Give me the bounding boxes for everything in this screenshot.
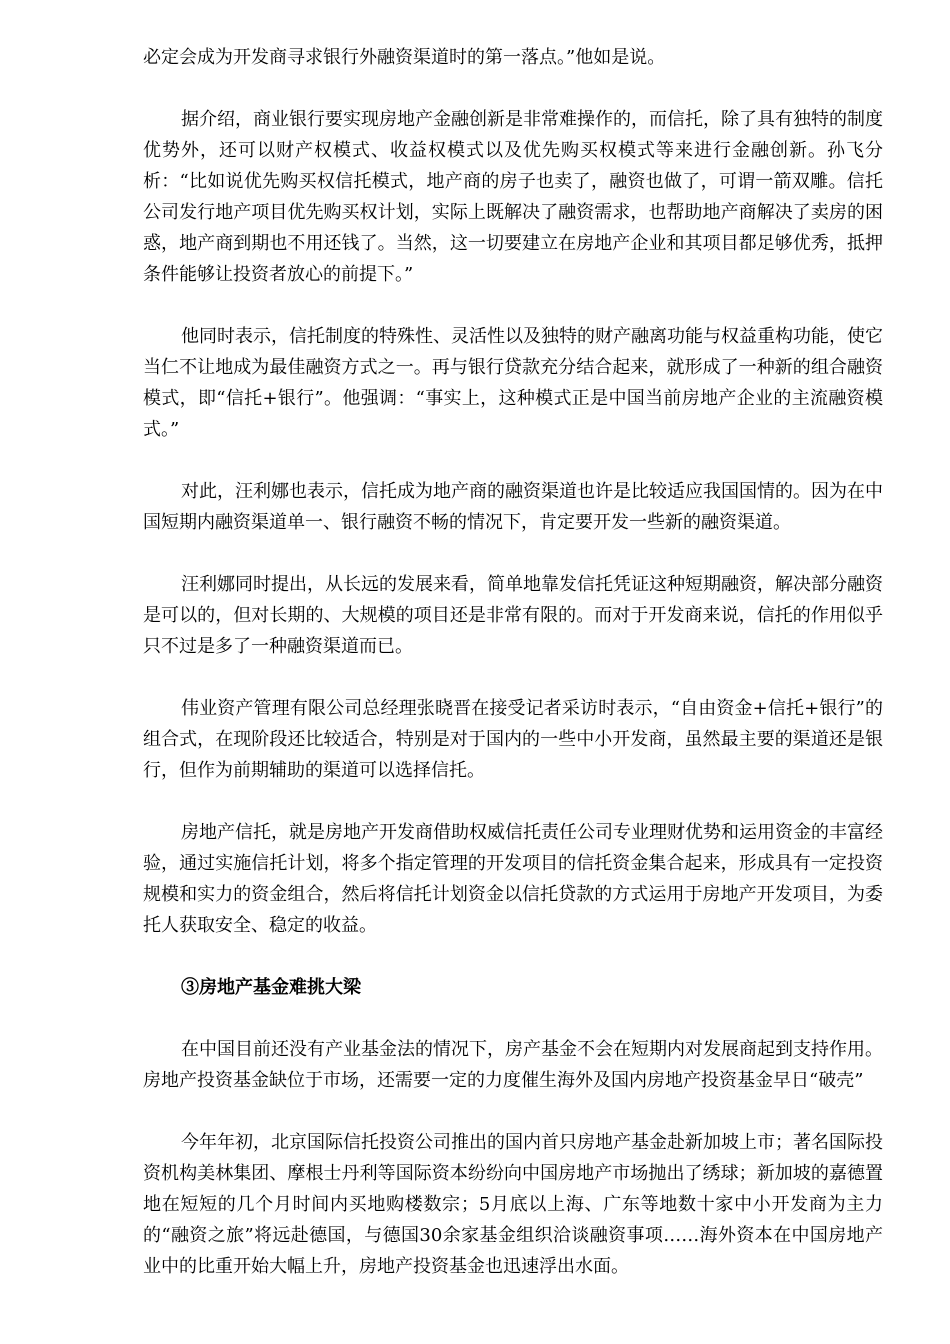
paragraph-fund-law: 在中国目前还没有产业基金法的情况下，房产基金不会在短期内对发展商起到支持作用。房地产投资基金缺位于市场，还需要一定的力度催生海外及国内房地产投资基金早日“破壳” <box>143 1039 883 1091</box>
paragraph-gap <box>143 538 883 569</box>
paragraph-gap <box>143 786 883 817</box>
paragraph-long-term-view: 汪利娜同时提出，从长远的发展来看，简单地靠发信托凭证这种短期融资，解决部分融资是可以的，但对长期的、大规模的项目还是非常有限的。而对于开发商来说，信托的作用似乎只不过是多了一种融资渠道而已。 <box>143 574 883 657</box>
paragraph-real-estate-trust-definition: 房地产信托，就是房地产开发商借助权威信托责任公司专业理财优势和运用资金的丰富经验，通过实施信托计划，将多个指定管理的开发项目的信托资金集合起来，形成具有一定投资规模和实力的资金组合，然后将信托计划资金以信托贷款的方式运用于房地产开发项目，为委托人获取安全、稳定的收益。 <box>143 822 883 936</box>
paragraph-gap <box>143 1003 883 1034</box>
document-page <box>143 42 883 1282</box>
paragraph-trust-innovation: 据介绍，商业银行要实现房地产金融创新是非常难操作的，而信托，除了具有独特的制度优势外，还可以财产权模式、收益权模式以及优先购买权模式等来进行金融创新。孙飞分析：“比如说优先购买权信托模式，地产商的房子也卖了，融资也做了，可谓一箭双雕。信托公司发行地产项目优先购买权计划，实际上既解决了融资需求，也帮助地产商解决了卖房的困惑，地产商到期也不用还钱了。当然，这一切要建立在房地产企业和其项目都足够优秀，抵押条件能够让投资者放心的前提下。” <box>143 109 883 285</box>
paragraph-gap <box>143 662 883 693</box>
paragraph-wang-lina-view: 对此，汪利娜也表示，信托成为地产商的融资渠道也许是比较适应我国国情的。因为在中国短期内融资渠道单一、银行融资不畅的情况下，肯定要开发一些新的融资渠道。 <box>143 481 883 533</box>
paragraph-gap <box>143 445 883 476</box>
section-heading: ③房地产基金难挑大梁 <box>181 977 361 998</box>
paragraph-weiye-view: 伟业资产管理有限公司总经理张晓晋在接受记者采访时表示，“自由资金+信托+银行”的组合式，在现阶段还比较适合，特别是对于国内的一些中小开发商，虽然最主要的渠道还是银行，但作为前期辅助的渠道可以选择信托。 <box>143 698 883 781</box>
paragraph-gap <box>143 73 883 104</box>
paragraph-overseas-capital: 今年年初，北京国际信托投资公司推出的国内首只房地产基金赴新加坡上市；著名国际投资机构美林集团、摩根士丹利等国际资本纷纷向中国房地产市场抛出了绣球；新加坡的嘉德置地在短短的几个月时间内买地购楼数宗；5月底以上海、广东等地数十家中小开发商为主力的“融资之旅”将远赴德国，与德国30余家基金组织洽谈融资事项……海外资本在中国房地产业中的比重开始大幅上升，房地产投资基金也迅速浮出水面。 <box>143 1132 883 1277</box>
paragraph-gap <box>143 941 883 972</box>
paragraph-gap <box>143 290 883 321</box>
paragraph-gap <box>143 1096 883 1127</box>
paragraph-continuation: 必定会成为开发商寻求银行外融资渠道时的第一落点。”他如是说。 <box>143 47 666 68</box>
paragraph-trust-bank-model: 他同时表示，信托制度的特殊性、灵活性以及独特的财产融离功能与权益重构功能，使它当仁不让地成为最佳融资方式之一。再与银行贷款充分结合起来，就形成了一种新的组合融资模式，即“信托+银行”。他强调：“事实上，这种模式正是中国当前房地产企业的主流融资模式。” <box>143 326 883 440</box>
